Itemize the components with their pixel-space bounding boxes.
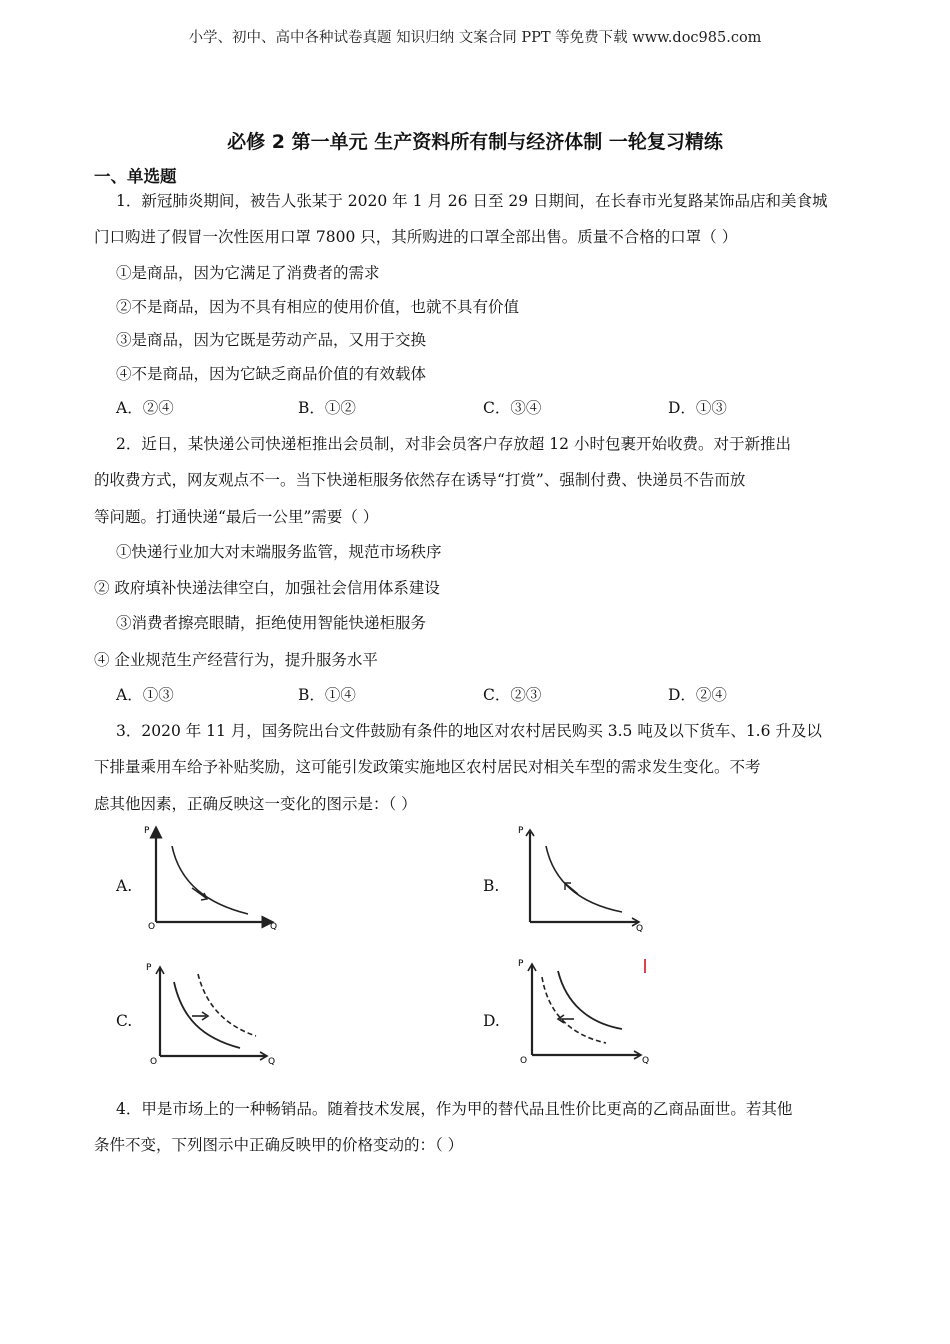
question-1-option-4: ④不是商品，因为它缺乏商品价值的有效载体 — [116, 365, 427, 383]
axis-q-label: Q — [636, 924, 644, 934]
question-2-option-2: ② 政府填补快递法律空白，加强社会信用体系建设 — [94, 579, 440, 597]
question-2-answer-d[interactable]: D．②④ — [668, 686, 727, 704]
axis-origin-label: O — [148, 922, 156, 932]
question-2-option-4: ④ 企业规范生产经营行为，提升服务水平 — [94, 651, 378, 669]
question-2-answer-c[interactable]: C．②③ — [483, 686, 542, 704]
axis-p-label: P — [518, 959, 524, 969]
demand-curve — [546, 846, 622, 912]
question-1-answer-d[interactable]: D．①③ — [668, 399, 727, 417]
demand-curve — [172, 846, 248, 914]
question-1-answer-c[interactable]: C．③④ — [483, 399, 542, 417]
question-1-answer-b[interactable]: B．①② — [298, 399, 356, 417]
site-header: 小学、初中、高中各种试卷真题 知识归纳 文案合同 PPT 等免费下载 www.doc985.com — [188, 30, 762, 46]
question-2-line-3: 等问题。打通快递“最后一公里”需要（ ） — [94, 508, 379, 526]
question-2-line-2: 的收费方式，网友观点不一。当下快递柜服务依然存在诱导“打赏”、强制付费、快递员不告而放 — [94, 471, 746, 489]
question-4-line-1: 4．甲是市场上的一种畅销品。随着技术发展，作为甲的替代品且性价比更高的乙商品面世。若其他 — [116, 1100, 793, 1118]
section-heading: 一、单选题 — [94, 167, 177, 186]
question-2-option-1: ①快递行业加大对末端服务监管，规范市场秩序 — [116, 543, 442, 561]
axis-q-label: Q — [642, 1056, 650, 1066]
question-2-answer-b[interactable]: B．①④ — [298, 686, 356, 704]
question-3-line-1: 3．2020 年 11 月，国务院出台文件鼓励有条件的地区对农村居民购买 3.5 吨及以下货车、1.6 升及以 — [116, 722, 822, 740]
question-1-answer-a[interactable]: A．②④ — [116, 399, 174, 417]
question-2-answer-a[interactable]: A．①③ — [116, 686, 174, 704]
axis-p-label: P — [144, 826, 150, 836]
graph-d-label[interactable]: D. — [483, 1012, 500, 1030]
graph-d[interactable] — [512, 955, 658, 1067]
move-arrow-up — [566, 884, 578, 894]
question-3-line-2: 下排量乘用车给予补贴奖励，这可能引发政策实施地区农村居民对相关车型的需求发生变化。不考 — [94, 758, 761, 776]
graph-c-label[interactable]: C. — [116, 1012, 133, 1030]
question-1-line-2: 门口购进了假冒一次性医用口罩 7800 只，其所购进的口罩全部出售。质量不合格的口罩（ ） — [94, 228, 738, 246]
question-4-line-2: 条件不变，下列图示中正确反映甲的价格变动的：（ ） — [94, 1136, 464, 1154]
graph-a-label[interactable]: A. — [116, 877, 133, 895]
move-arrow-down — [192, 888, 206, 898]
graph-b-label[interactable]: B. — [483, 877, 500, 895]
graph-a[interactable] — [140, 822, 280, 934]
question-1-option-2: ②不是商品，因为不具有相应的使用价值，也就不具有价值 — [116, 298, 520, 316]
axis-q-label: Q — [268, 1057, 276, 1067]
question-1-line-1: 1．新冠肺炎期间，被告人张某于 2020 年 1 月 26 日至 29 日期间，在长春市光复路某饰品店和美食城 — [116, 192, 828, 210]
demand-curve-original — [558, 971, 622, 1029]
graph-c[interactable] — [142, 960, 282, 1068]
question-1-option-3: ③是商品，因为它既是劳动产品，又用于交换 — [116, 331, 427, 349]
graph-b[interactable] — [512, 822, 652, 934]
question-1-option-1: ①是商品，因为它满足了消费者的需求 — [116, 264, 380, 282]
question-2-line-1: 2．近日，某快递公司快递柜推出会员制，对非会员客户存放超 12 小时包裹开始收费。对于新推出 — [116, 435, 791, 453]
axis-origin-label: O — [150, 1057, 158, 1067]
question-3-line-3: 虑其他因素，正确反映这一变化的图示是：（ ） — [94, 795, 417, 813]
axis-origin-label: O — [520, 1056, 528, 1066]
page-title: 必修 2 第一单元 生产资料所有制与经济体制 一轮复习精练 — [227, 131, 723, 153]
axis-p-label: P — [146, 963, 152, 973]
demand-curve-shifted — [542, 977, 606, 1043]
axis-q-label: Q — [270, 922, 278, 932]
red-mark — [644, 959, 646, 973]
question-2-option-3: ③消费者擦亮眼睛，拒绝使用智能快递柜服务 — [116, 614, 427, 632]
axis-p-label: P — [518, 826, 524, 836]
demand-curve-shifted — [198, 974, 256, 1036]
